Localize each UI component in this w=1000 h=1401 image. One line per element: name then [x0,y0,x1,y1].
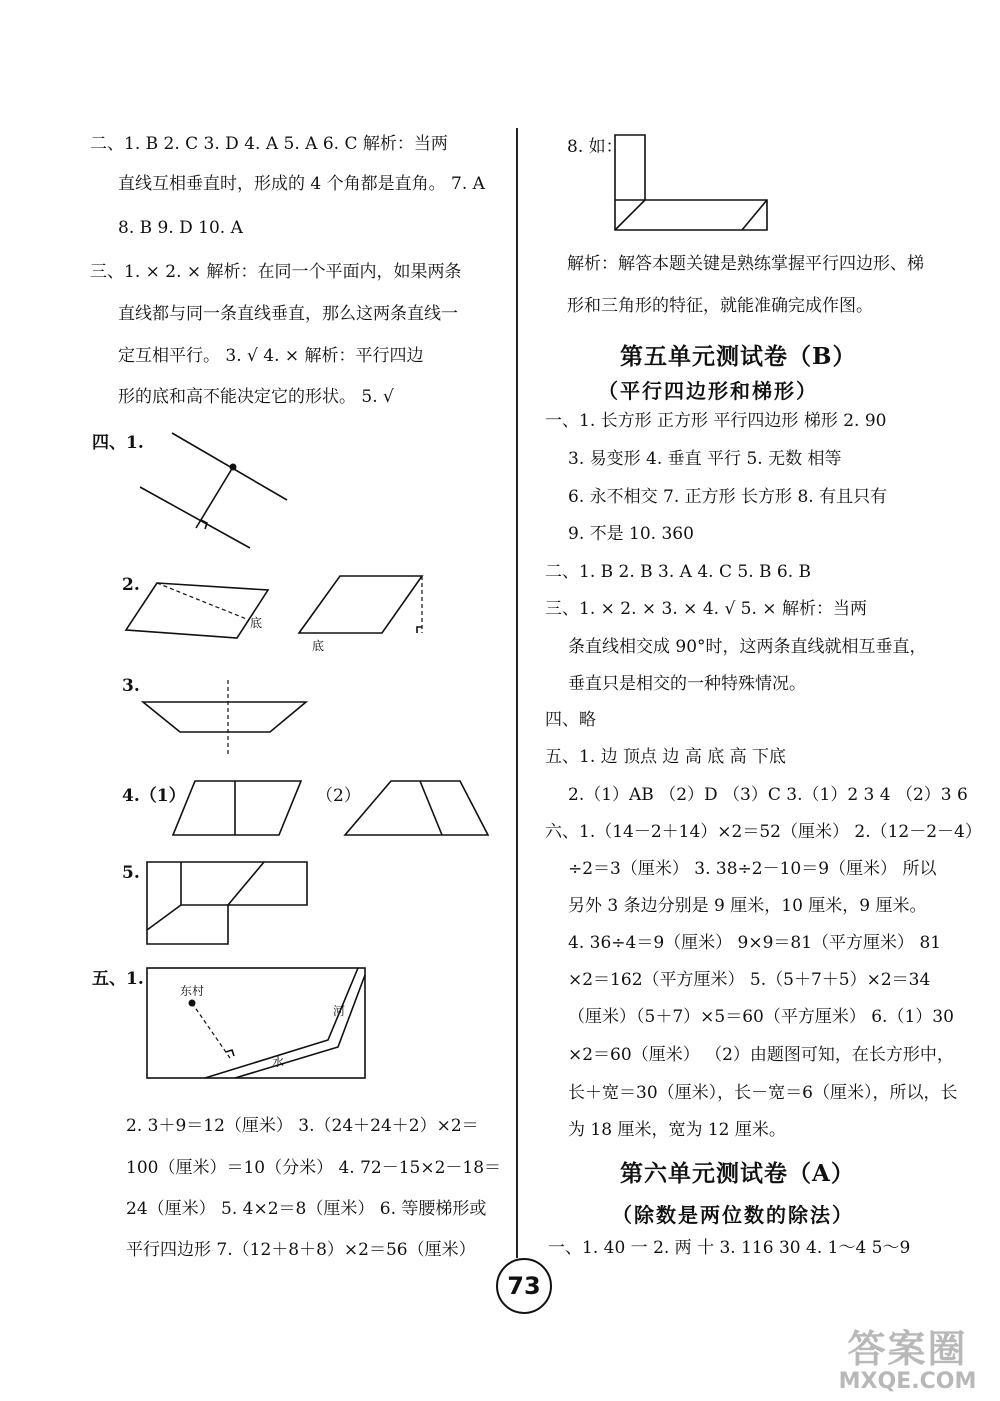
unit5b-line-14: 另外 3 条边分别是 9 厘米，10 厘米，9 厘米。 [568,896,927,916]
unit5b-line-13: ÷2＝3（厘米） 3. 38÷2－10＝9（厘米） 所以 [568,859,937,879]
unit5b-line-2: 3. 易变形 4. 垂直 平行 5. 无数 相等 [568,449,842,469]
left-line-1: 二、1. B 2. C 3. D 4. A 5. A 6. C 解析：当两 [90,134,448,154]
unit5b-line-19: 长＋宽＝30（厘米），长－宽＝6（厘米），所以，长 [568,1083,958,1103]
left-line-2: 直线互相垂直时，形成的 4 个角都是直角。 7. A [118,174,485,194]
svg-text:河: 河 [333,1004,346,1018]
svg-text:底: 底 [250,616,263,630]
unit6a-line-1: 一、1. 40 一 2. 两 十 3. 116 30 4. 1～4 5～9 [548,1238,911,1258]
fig-label-si3: 3. [122,676,140,696]
unit5b-line-12: 六、1.（14－2＋14）×2＝52（厘米） 2.（12－2－4） [545,822,982,842]
fig-label-wu1: 五、1. [92,969,144,989]
unit5b-line-8: 垂直只是相交的一种特殊情况。 [568,674,806,694]
unit5b-line-3: 6. 永不相交 7. 正方形 长方形 8. 有且只有 [568,487,888,507]
watermark-line-1: 答案圈 [847,1327,968,1371]
unit5b-line-1: 一、1. 长方形 正方形 平行四边形 梯形 2. 90 [545,411,887,431]
left-bottom-line-1: 2. 3＋9＝12（厘米） 3.（24＋24＋2）×2＝ [126,1116,479,1136]
fig-label-si1: 四、1. [92,433,144,453]
unit5b-line-5: 二、1. B 2. B 3. A 4. C 5. B 6. B [545,562,812,582]
unit5b-line-15: 4. 36÷4＝9（厘米） 9×9＝81（平方厘米） 81 [568,933,942,953]
left-line-3: 8. B 9. D 10. A [118,218,243,238]
unit5b-line-17: （厘米）（5＋7）×5＝60（平方厘米） 6.（1）30 [568,1007,954,1027]
svg-text:水: 水 [272,1055,285,1069]
left-line-5: 直线都与同一条直线垂直，那么这两条直线一 [118,304,458,324]
unit6a-subtitle: （除数是两位数的除法） [612,1203,854,1227]
unit5b-line-6: 三、1. × 2. × 3. × 4. √ 5. × 解析：当两 [545,599,867,619]
left-bottom-line-4: 平行四边形 7.（12＋8＋8）×2＝56（厘米） [126,1240,476,1260]
q8-label: 8. 如： [567,137,623,157]
left-line-7: 形的底和高不能决定它的形状。 5. √ [118,387,394,407]
left-bottom-line-3: 24（厘米） 5. 4×2＝8（厘米） 6. 等腰梯形或 [126,1199,487,1219]
unit5b-subtitle: （平行四边形和梯形） [598,379,818,403]
fig-label-si4b: （2） [316,786,361,806]
unit5b-line-11: 2.（1）AB （2）D （3）C 3.（1）2 3 4 （2）3 6 [568,785,968,805]
unit5b-line-10: 五、1. 边 顶点 边 高 底 高 下底 [545,747,787,767]
unit5b-line-4: 9. 不是 10. 360 [568,524,694,544]
unit5b-line-20: 为 18 厘米，宽为 12 厘米。 [568,1120,786,1140]
unit5b-line-9: 四、略 [545,710,596,730]
fig-label-si4: 4.（1） [122,786,186,806]
unit6a-title: 第六单元测试卷（A） [620,1160,855,1187]
left-bottom-line-2: 100（厘米）＝10（分米） 4. 72－15×2－18＝ [126,1158,502,1178]
left-line-4: 三、1. × 2. × 解析：在同一个平面内，如果两条 [90,262,462,282]
unit5b-line-7: 条直线相交成 90°时，这两条直线就相互垂直， [568,637,927,657]
unit5b-title: 第五单元测试卷（B） [620,343,857,370]
page-number: 73 [496,1258,552,1314]
unit5b-line-16: ×2＝162（平方厘米） 5.（5＋7＋5）×2＝34 [568,970,931,990]
fig-label-si5: 5. [122,863,140,883]
watermark-line-2: MXQE.COM [838,1369,977,1394]
analysis-line-1: 解析：解答本题关键是熟练掌握平行四边形、梯 [567,254,924,274]
left-line-6: 定互相平行。 3. √ 4. × 解析：平行四边 [118,346,424,366]
analysis-line-2: 形和三角形的特征，就能准确完成作图。 [567,296,873,316]
unit5b-line-18: ×2＝60（厘米） （2）由题图可知，在长方形中， [568,1045,954,1065]
svg-text:底: 底 [312,639,325,653]
svg-text:东村: 东村 [180,984,205,998]
watermark-logo [820,1318,995,1394]
fig-label-si2: 2. [122,575,140,595]
